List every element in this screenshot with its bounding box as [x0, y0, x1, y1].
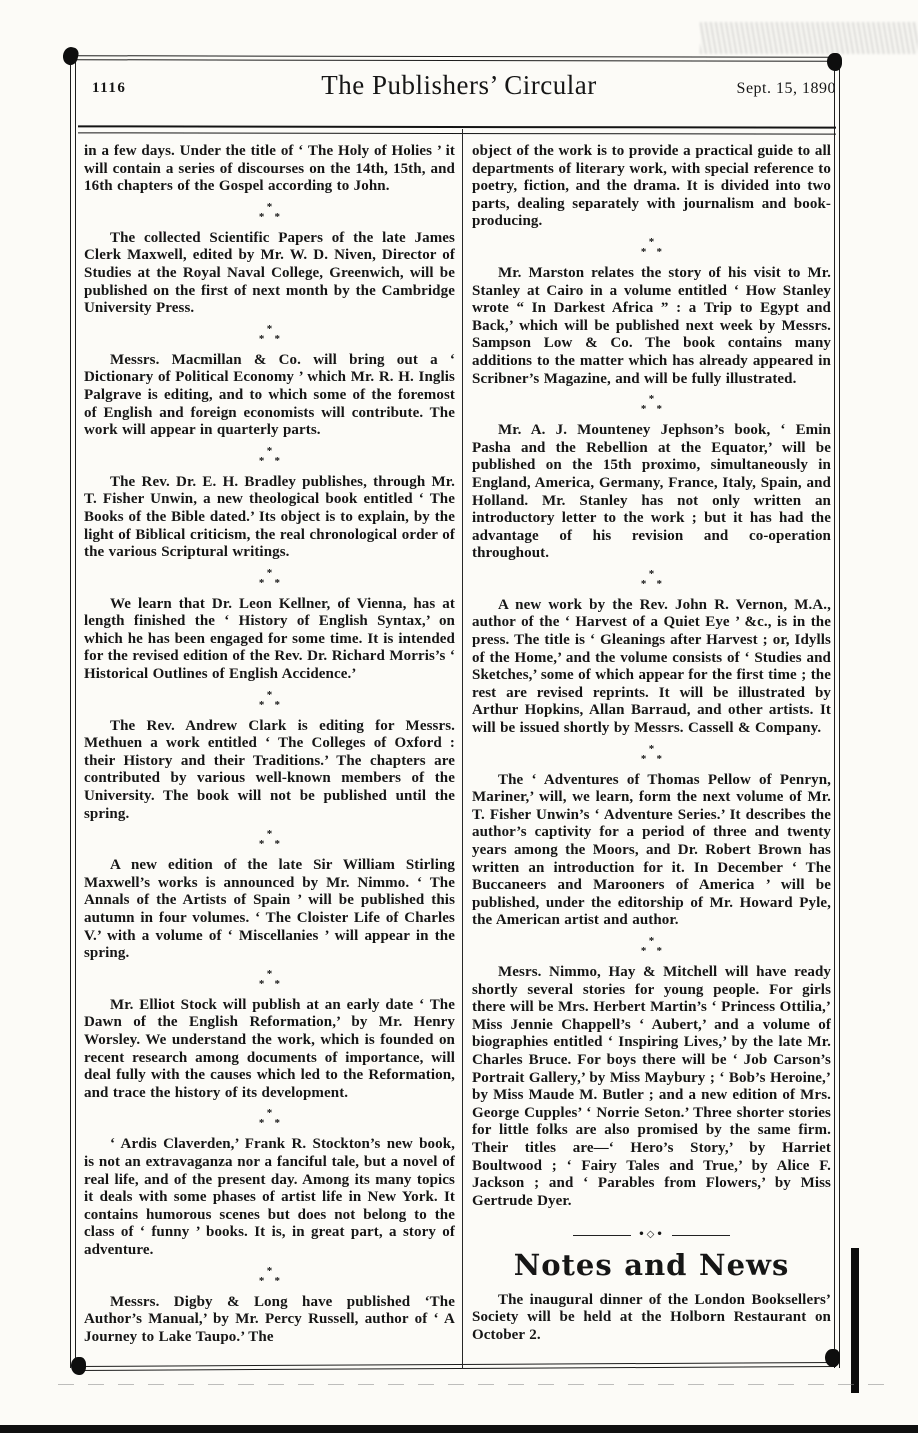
- article-paragraph: Messrs. Macmillan & Co. will bring out a ‘ Dictionary of Political Economy ’ which Mr. R. H. Inglis Palgrave is editing, and to which some of the foremost of English and foreign economists will contribute. The work will appear in quarterly parts.: [84, 351, 455, 439]
- article-paragraph: in a few days. Under the title of ‘ The Holy of Holies ’ it will contain a series of discourses on the 14th, 15th, and 16th chapters of the Gospel according to John.: [84, 143, 455, 195]
- asterism-separator: * * *: [258, 828, 281, 851]
- corner-ornament-top-right: [827, 53, 842, 71]
- scan-edge-band: [0, 1425, 918, 1433]
- article-paragraph: The Rev. Dr. E. H. Bradley publishes, through Mr. T. Fisher Unwin, a new theological book entitled ‘ The Books of the Bible dated.’ Its object is to explain, by the light of Biblical criticism, the real chronological order of the various Scriptural writings.: [84, 473, 455, 561]
- section-heading: Notes and News: [513, 1247, 790, 1282]
- asterism-separator: * * *: [640, 934, 663, 957]
- frame-right-rule: [834, 62, 840, 1368]
- article-paragraph: The collected Scientific Papers of the late James Clerk Maxwell, edited by Mr. W. D. Niven, Director of Studies at the Royal Naval College, Greenwich, will be published on the first of next month by the Cambridge University Press.: [84, 229, 455, 317]
- corner-ornament-top-left: [61, 45, 80, 66]
- asterism-separator: * * *: [258, 444, 281, 467]
- scan-noise: [700, 22, 918, 54]
- diamond-ornament-icon: •◇•: [638, 1229, 665, 1241]
- article-paragraph: A new edition of the late Sir William Stirling Maxwell’s works is announced by Mr. Nimmo. ‘ The Annals of the Artists of Spain ’ will be published this autumn in four volumes. ‘ The Cloister Life of Charles V.’ with a volume of ‘ Miscellanies ’ will appear in the spring.: [84, 857, 455, 962]
- column-divider-rule: [462, 129, 463, 1369]
- article-paragraph: Messrs. Digby & Long have published ‘The Author’s Manual,’ by Mr. Percy Russell, author of ‘ A Journey to Lake Taupo.’ The: [84, 1293, 455, 1345]
- asterism-separator: * * *: [640, 742, 663, 765]
- corner-ornament-bottom-left: [71, 1357, 86, 1375]
- ornament-line: [573, 1235, 631, 1236]
- asterism-separator: * * *: [640, 393, 663, 416]
- corner-ornament-bottom-right: [825, 1349, 840, 1367]
- asterism-separator: * * *: [258, 566, 281, 589]
- asterism-separator: * * *: [258, 1264, 281, 1287]
- asterism-separator: * * *: [258, 322, 281, 345]
- asterism-separator: * * *: [258, 200, 281, 223]
- ornament-line: [672, 1235, 730, 1236]
- article-paragraph: object of the work is to provide a practical guide to all departments of literary work, with special reference to poetry, fiction, and the drama. It is divided into two parts, dealing separately with journalism and book-producing.: [472, 143, 831, 230]
- section-divider-ornament: [472, 1226, 831, 1244]
- article-paragraph: The inaugural dinner of the London Booksellers’ Society will be held at the Holborn Restaurant on October 2.: [472, 1291, 831, 1344]
- header-rule: [78, 125, 836, 134]
- page-number: 1116: [92, 80, 127, 96]
- frame-top-rule: [76, 55, 836, 62]
- page-title: The Publishers’ Circular: [321, 70, 597, 100]
- article-paragraph: The Rev. Andrew Clark is editing for Messrs. Methuen a work entitled ‘ The Colleges of Oxford : their History and their Traditions.’ The chapters are contributed by various well-known members of the University. The book will not be published until the spring.: [84, 717, 455, 822]
- left-column: [84, 143, 455, 1346]
- asterism-separator: * * *: [640, 235, 663, 258]
- right-column: [472, 143, 831, 1345]
- asterism-separator: * * *: [640, 567, 663, 590]
- article-paragraph: Mr. Marston relates the story of his visit to Mr. Stanley at Cairo in a volume entitled ‘ How Stanley wrote “ In Darkest Africa ” : a Trip to Egypt and Back,’ which will be published next week by Messrs. Sampson Low & Co. The book contains many additions to the matter which has already appeared in Scribner’s Magazine, and will be fully illustrated.: [472, 264, 831, 387]
- frame-left-rule: [70, 58, 76, 1368]
- page-date: Sept. 15, 1890: [736, 80, 836, 97]
- scan-faint-rule: [58, 1384, 898, 1385]
- article-paragraph: Mr. A. J. Mounteney Jephson’s book, ‘ Emin Pasha and the Rebellion at the Equator,’ will be published on the 15th proximo, simultaneously in England, America, Germany, France, Italy, Spain, and Holland. Mr. Stanley has not only written an introductory letter to the work ; but it has had the advantage of his revision and co-operation throughout.: [472, 422, 831, 562]
- asterism-separator: * * *: [258, 967, 281, 990]
- asterism-separator: * * *: [258, 688, 281, 711]
- article-paragraph: ‘ Ardis Claverden,’ Frank R. Stockton’s new book, is not an extravaganza nor a fanciful tale, but a novel of real life, and of the present day. Among its many topics it deals with some phases of artist life in New York. It contains humorous scenes but does not belong to the class of ‘ funny ’ books. It is, in great part, a story of adventure.: [84, 1136, 455, 1258]
- scan-gutter-bar: [851, 1248, 859, 1393]
- article-paragraph: Mr. Elliot Stock will publish at an early date ‘ The Dawn of the English Reformation,’ by Mr. Henry Worsley. We understand the work, which is founded on recent research among documents of importance, will deal fully with the causes which led to the Reformation, and trace the history of its development.: [84, 996, 455, 1101]
- article-paragraph: The ‘ Adventures of Thomas Pellow of Penryn, Mariner,’ will, we learn, form the next volume of Mr. T. Fisher Unwin’s ‘ Adventure Series.’ It describes the author’s captivity for a period of three and twenty years among the Moors, and Dr. Robert Brown has written an introduction for it. In December ‘ The Buccaneers and Marooners of America ’ will be published, under the editorship of Mr. Howard Pyle, the American artist and author.: [472, 771, 831, 929]
- frame-bottom-rule: [76, 1362, 836, 1371]
- article-paragraph: A new work by the Rev. John R. Vernon, M.A., author of the ‘ Harvest of a Quiet Eye ’ &c., is in the press. The title is ‘ Gleanings after Harvest ; or, Idylls of the Home,’ and the volume consists of ‘ Studies and Sketches,’ some of which appear for the first time ; the rest are revised reprints. It will be illustrated by Arthur Hopkins, Allan Barraud, and other artists. It will be issued shortly by Messrs. Cassell & Company.: [472, 596, 831, 737]
- article-paragraph: We learn that Dr. Leon Kellner, of Vienna, has at length finished the ‘ History of English Syntax,’ on which he has been engaged for some time. It is intended for the revised edition of the Rev. Dr. Richard Morris’s ‘ Historical Outlines of English Accidence.’: [84, 595, 455, 683]
- article-paragraph: Mesrs. Nimmo, Hay & Mitchell will have ready shortly several stories for young people. For girls there will be Mrs. Herbert Martin’s ‘ Princess Ottilia,’ Miss Jennie Chappell’s ‘ Aubert,’ and a volume of biographies entitled ‘ Inspiring Lives,’ by the late Mr. Charles Bruce. For boys there will be ‘ Job Carson’s Portrait Gallery,’ by Miss Maybury ; ‘ Bob’s Heroine,’ by Miss Maude M. Butler ; and a new edition of Mrs. George Cupples’ ‘ Norrie Seton.’ Three shorter stories for little folks are also promised by the same firm. Their titles are—‘ Hero’s Story,’ by Harriet Boultwood ; ‘ Fairy Tales and True,’ by Alice F. Jackson ; and ‘ Parables from Flowers,’ by Miss Gertrude Dyer.: [472, 963, 831, 1209]
- asterism-separator: * * *: [258, 1107, 281, 1130]
